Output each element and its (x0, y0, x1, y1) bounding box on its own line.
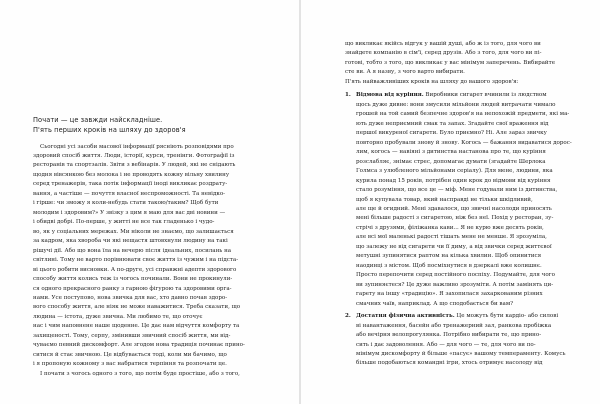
text-line: грошей на той самий безпечне здоров'я на непохожій предмети, які ма- (356, 111, 570, 118)
list-item-lead: Відмова від куріння. (356, 92, 424, 99)
heading-line: Почати — це завжди найскладніше. (33, 116, 163, 124)
text-line: І почати з чогось одного з того, що потім буде простіше, або з того, (40, 370, 240, 377)
text-line: наодинці з містом. Щоб посміхнутися в дзеркалі вже колишнє. (356, 262, 542, 269)
list-number: 1. (345, 92, 351, 99)
text-line: сте ви. А я назву, з чого варто вибирати. (345, 69, 465, 76)
text-line: ві цього робити висновки. А по-друге, усі справжні адепти здорового (33, 266, 237, 273)
text-line: ситися й стає звичною. Це відбувається тоді, коли ми бачимо, що (33, 351, 227, 358)
text-line: і я пропоную кожному з вас набратися терпіння та розпочати це. (33, 361, 227, 368)
text-line: стрічі з друзями, філіжанка кави... Я не курю вже десять років, (356, 224, 544, 231)
text-line: щодня вівсянкою без молока і не проводять кожну вільну хвилину (33, 171, 230, 178)
right-page (301, 0, 600, 404)
text-line: щось дуже дивне: вони змусили мільйони людей витрачати чимало (356, 101, 556, 108)
text-line: гарету на іншу «традицію». Я захопилася захаркованим різних (356, 291, 543, 298)
text-line: і гірше: чи зможу я коли-небудь стати такою/таким? Щоб бути (33, 200, 219, 207)
text-line: метушні зупинятися раптом на кілька хвилин. Щоб опинитися (356, 253, 542, 260)
text-line: мені більше радості з сигаретою, ніж без неї. Похід у ресторан, зу- (356, 215, 554, 222)
text-line: нами. Усе поступово, нова звичка для вас, хто давно почав здоро- (33, 295, 228, 301)
text-line: але всі мої маленькі радості тішать мене не менше. Я зрозуміла, (356, 234, 547, 241)
text-line: готові, тобто з того, що викликає у вас мінімум заперечень. Вибирайте (345, 59, 555, 66)
list-item-text: Виробники сигарет вчинили із людством (423, 92, 547, 99)
text-line: ви зупиняєтеся? Це дуже важливо зрозуміти. А потім замінять ци- (356, 281, 554, 288)
text-line: і обидві добрі. По-перше, у житті не все так гладенько і чудо- (33, 219, 215, 226)
text-line: стало розуміння, що все це — міф. Мене годували ним із дитинства, (356, 187, 558, 194)
text-line: за кадром, яка хвороба чи які нещастя штовхнули людину на такі (33, 238, 228, 245)
text-line: ві навантаження, басейн або тренажерний зал, ранкова пробіжка (356, 322, 552, 329)
text-line: ресторанів та спортзалів. Звіти з вебінарів. У людей, які не снідають (33, 162, 236, 169)
left-page (0, 0, 299, 404)
list-number: 2. (345, 313, 351, 320)
text-line: що залежу не від сигарети чи її диму, а від звички серед життєвої (356, 243, 552, 250)
text-line: розслабляє, знімає стрес, допомагає думати (згадайте Шерлока (356, 158, 546, 165)
text-line: першої викуреної сигарети. Було приємно? Ні. Але зараз звичку (356, 130, 547, 137)
text-line: захищеності. Тому, серпу, змінивши звичний спосіб життя, ми від- (33, 332, 231, 339)
text-line: П'ять найважливіших кроків на шляху до вашого здоров'я: (345, 78, 519, 85)
list-item-1 (345, 91, 591, 100)
text-line: щоб я купувала товар, який насправді не тільки шкідливий, (356, 196, 533, 203)
text-line: здоровий спосіб життя. Люди, історії, курси, тренінги. Фотографії із (33, 152, 235, 159)
list-item-2 (345, 312, 591, 321)
text-line: знайдете компанію в сім'ї, серед друзів. Або з того, для чого ви пі- (345, 50, 542, 57)
text-line: сить і дає задоволення. Або — для чого — те, для чого ви по- (356, 341, 536, 348)
text-line: Просто перепочити серед постійного поспіху. Подумайте, для чого (356, 272, 555, 279)
text-line: людина — істота, дуже звична. Ми любимо те, що оточує (33, 313, 203, 320)
list-item-lead: Достатня фізична активність. (356, 313, 455, 320)
text-line: Сьогодні усі засоби масової інформації рясніють розповідями про (40, 143, 234, 150)
text-line: молодим і здоровим?» У звізку з цим я маю для вас дві новини — (33, 209, 226, 216)
text-line: вання, а частіше — почуття власної неспроможності. Та невідко- (33, 190, 226, 197)
text-line: ють дуже неприємний смак та запах. Згадайте свої враження від (356, 120, 549, 127)
left-body-text (33, 143, 281, 380)
text-line: що викликає якійсь відгук у вашій душі, або ж із того, для чого ви (345, 41, 541, 47)
text-line: серед тренажерів, така потік інформації іноді викликає роздрату- (33, 181, 228, 188)
text-line: мінімум дискомфорту й більше «пасує» вашому темпераменту. Комусь (356, 351, 566, 357)
text-line: або вечірня велопрогулянка. Потрібно вибирати те, що прино- (356, 332, 542, 339)
text-line: лим, когось — навіяні з дитинства настанова про те, що куріння (356, 149, 546, 156)
text-line: повторно пробували знову й знову. Когось — бажання видаватися дорос- (356, 139, 572, 146)
list-item-text: Це можуть бути кардіо- або силові (454, 313, 559, 320)
text-line: але ще й огидний. Мені здавалося, що звичні насолоди приносять (356, 205, 552, 212)
text-line: чуваємо певний дискомфорт. Але згодом нова традиція починає прино- (33, 342, 245, 349)
text-line: рішучі дії. Або що вона їла на вечерю після ідеальних, посилань на (33, 247, 232, 254)
text-line: вого способу життя, але ніяк не може наважитися. Треба сказати, що (33, 304, 241, 311)
heading-line: П'ять перших кроків на шляху до здоров'я (33, 126, 186, 134)
right-body-text (345, 40, 591, 369)
text-line: во, як у соціальних мережах. Ми ніколи не знаємо, що залишається (33, 228, 234, 235)
text-line: способу життя колись теж із чогось починали. Вони не прокинули- (33, 276, 233, 283)
text-line: курила понад 15 років, потрібен один крок до відмови від куріння (356, 177, 551, 184)
text-line: світлині. Тому не варто порівнювати своє життя із чужим і на підста- (33, 257, 239, 264)
text-line: нас і чим наповнене наше щоденне. Це дає нам відчуття комфорту та (33, 323, 240, 330)
text-line: смачних чаїв, наприклад. А що сподобається би вам? (356, 300, 514, 307)
section-heading (33, 115, 283, 135)
text-line: Голмса з улюбленого мільйонами серіалу). Для мене, людини, яка (356, 168, 553, 175)
text-line: ся одного прекрасного ранку з гарною фігурою та здоровими орга- (33, 285, 232, 292)
text-line: більше подобаються командні ігри, хтось отримує насолоду від (356, 360, 543, 367)
